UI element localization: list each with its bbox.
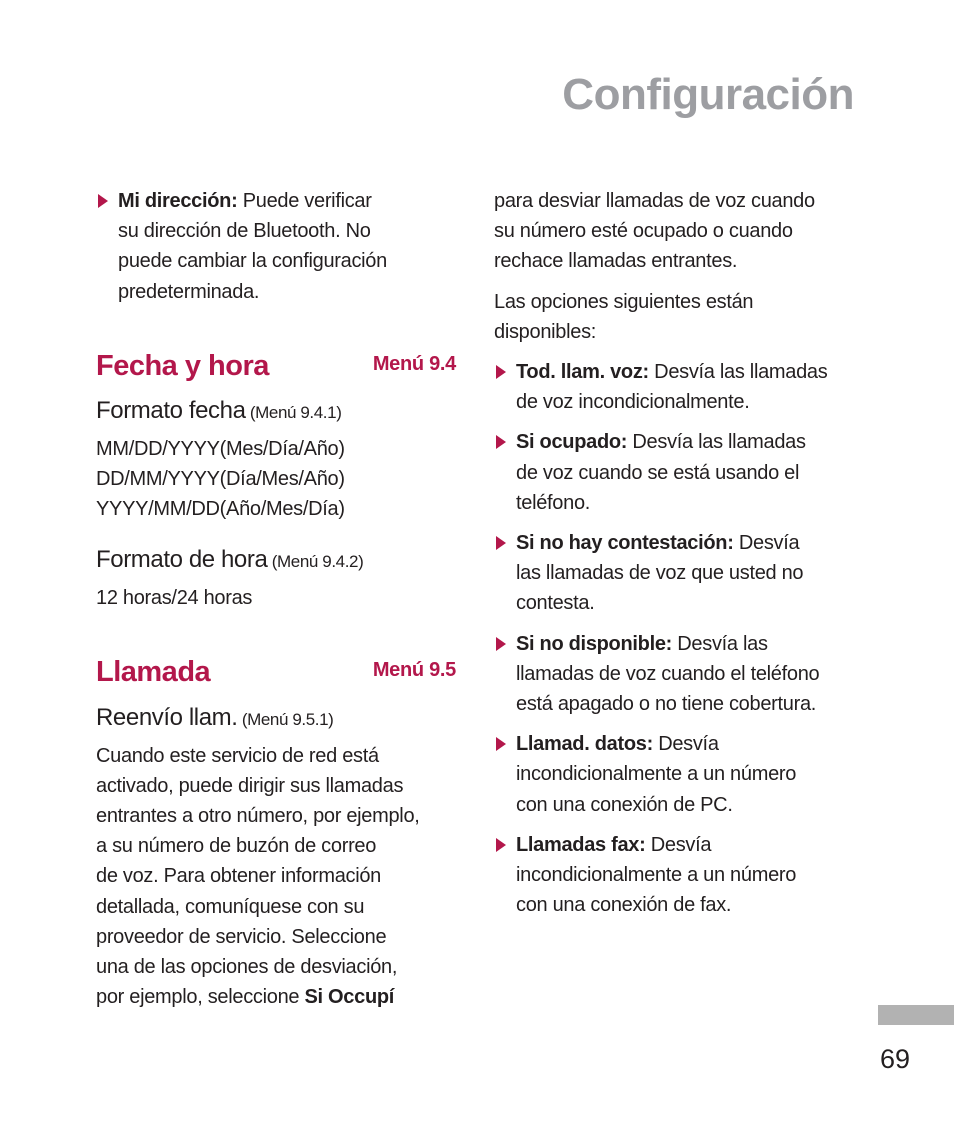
reenvio-paragraph	[96, 741, 456, 1013]
bullet-arrow-icon	[496, 536, 506, 550]
time-format-options: 12 horas/24 horas	[96, 587, 253, 610]
date-format-option: DD/MM/YYYY(Día/Mes/Año)	[96, 468, 345, 491]
option-text: incondicionalmente a un número	[516, 763, 797, 786]
option-text: con una conexión de fax.	[516, 894, 732, 917]
option-text: de voz cuando se está usando el	[516, 461, 800, 484]
paragraph-line: Las opciones siguientes están	[494, 290, 754, 313]
date-format-list	[96, 434, 456, 525]
subheading-menu: (Menú 9.4.1)	[245, 402, 342, 422]
paragraph-line: a su número de buzón de correo	[96, 835, 377, 858]
section-header-fecha	[96, 343, 456, 383]
option-item	[494, 830, 854, 921]
paragraph-bold-term: Si Occupí	[304, 986, 395, 1009]
option-label: Llamadas fax:	[516, 833, 646, 856]
bullet-arrow-icon	[496, 838, 506, 852]
section-menu-number: Menú 9.5	[372, 659, 456, 682]
subheading-formato-fecha	[96, 395, 456, 429]
bullet-arrow-icon	[496, 365, 506, 379]
subheading-menu: (Menú 9.5.1)	[237, 709, 334, 729]
option-text: teléfono.	[516, 491, 591, 514]
subheading-formato-hora	[96, 544, 456, 578]
option-text: con una conexión de PC.	[516, 793, 733, 816]
option-text: llamadas de voz cuando el teléfono	[516, 662, 820, 685]
option-label: Llamad. datos:	[516, 733, 653, 756]
option-text: Desvía	[645, 833, 712, 856]
bullet-arrow-icon	[496, 737, 506, 751]
section-header-llamada	[96, 650, 456, 690]
paragraph-line: Cuando este servicio de red está	[96, 744, 379, 767]
paragraph-line: para desviar llamadas de voz cuando	[494, 190, 815, 212]
option-text: Desvía	[652, 733, 719, 756]
continued-paragraph	[494, 186, 854, 277]
bullet-text: su dirección de Bluetooth. No	[118, 220, 371, 243]
option-label: Si no disponible:	[516, 632, 673, 655]
paragraph-line: activado, puede dirigir sus llamadas	[96, 774, 404, 797]
subheading-reenvio	[96, 702, 456, 736]
paragraph-line: por ejemplo, seleccione	[96, 986, 305, 1009]
options-intro	[494, 287, 854, 347]
option-text: las llamadas de voz que usted no	[516, 562, 804, 585]
bullet-arrow-icon	[496, 435, 506, 449]
subheading-title: Reenvío llam.	[96, 703, 238, 731]
section-menu-number: Menú 9.4	[372, 352, 456, 375]
right-column	[494, 186, 854, 920]
option-item	[494, 729, 854, 820]
date-format-option: MM/DD/YYYY(Mes/Día/Año)	[96, 437, 345, 460]
option-text: Desvía	[733, 532, 800, 555]
bullet-mi-direccion	[96, 186, 456, 307]
option-label: Si no hay contestación:	[516, 532, 734, 555]
option-item	[494, 629, 854, 720]
option-text: Desvía las	[672, 632, 768, 655]
bullet-arrow-icon	[496, 637, 506, 651]
subheading-title: Formato fecha	[96, 396, 246, 424]
bullet-text: predeterminada.	[118, 280, 260, 303]
paragraph-line: rechace llamadas entrantes.	[494, 250, 738, 273]
left-column	[96, 186, 456, 1012]
bullet-label: Mi dirección:	[118, 190, 238, 212]
paragraph-line: su número esté ocupado o cuando	[494, 220, 793, 243]
section-title: Fecha y hora	[96, 349, 269, 382]
option-text: de voz incondicionalmente.	[516, 391, 750, 414]
paragraph-line: de voz. Para obtener información	[96, 865, 382, 888]
paragraph-line: entrantes a otro número, por ejemplo,	[96, 805, 420, 828]
subheading-menu: (Menú 9.4.2)	[267, 552, 364, 572]
option-item	[494, 427, 854, 518]
date-format-option: YYYY/MM/DD(Año/Mes/Día)	[96, 498, 345, 521]
option-text: está apagado o no tiene cobertura.	[516, 693, 817, 716]
paragraph-line: disponibles:	[494, 320, 597, 343]
page-tab-marker	[878, 1005, 954, 1025]
option-text: Desvía las llamadas	[627, 431, 806, 454]
option-label: Tod. llam. voz:	[516, 361, 649, 384]
bullet-text: puede cambiar la configuración	[118, 250, 387, 273]
paragraph-line: detallada, comuníquese con su	[96, 895, 365, 918]
option-text: incondicionalmente a un número	[516, 864, 797, 887]
paragraph-line: proveedor de servicio. Seleccione	[96, 925, 387, 948]
bullet-text: Puede verificar	[237, 190, 372, 212]
option-text: Desvía las llamadas	[648, 361, 828, 384]
page-title: Configuración	[562, 70, 854, 119]
bullet-arrow-icon	[98, 194, 108, 208]
subheading-title: Formato de hora	[96, 546, 268, 574]
option-item	[494, 357, 854, 417]
option-text: contesta.	[516, 592, 595, 615]
option-label: Si ocupado:	[516, 431, 628, 454]
section-title: Llamada	[96, 656, 211, 689]
option-item	[494, 528, 854, 619]
paragraph-line: una de las opciones de desviación,	[96, 956, 398, 979]
page-number: 69	[880, 1044, 911, 1074]
